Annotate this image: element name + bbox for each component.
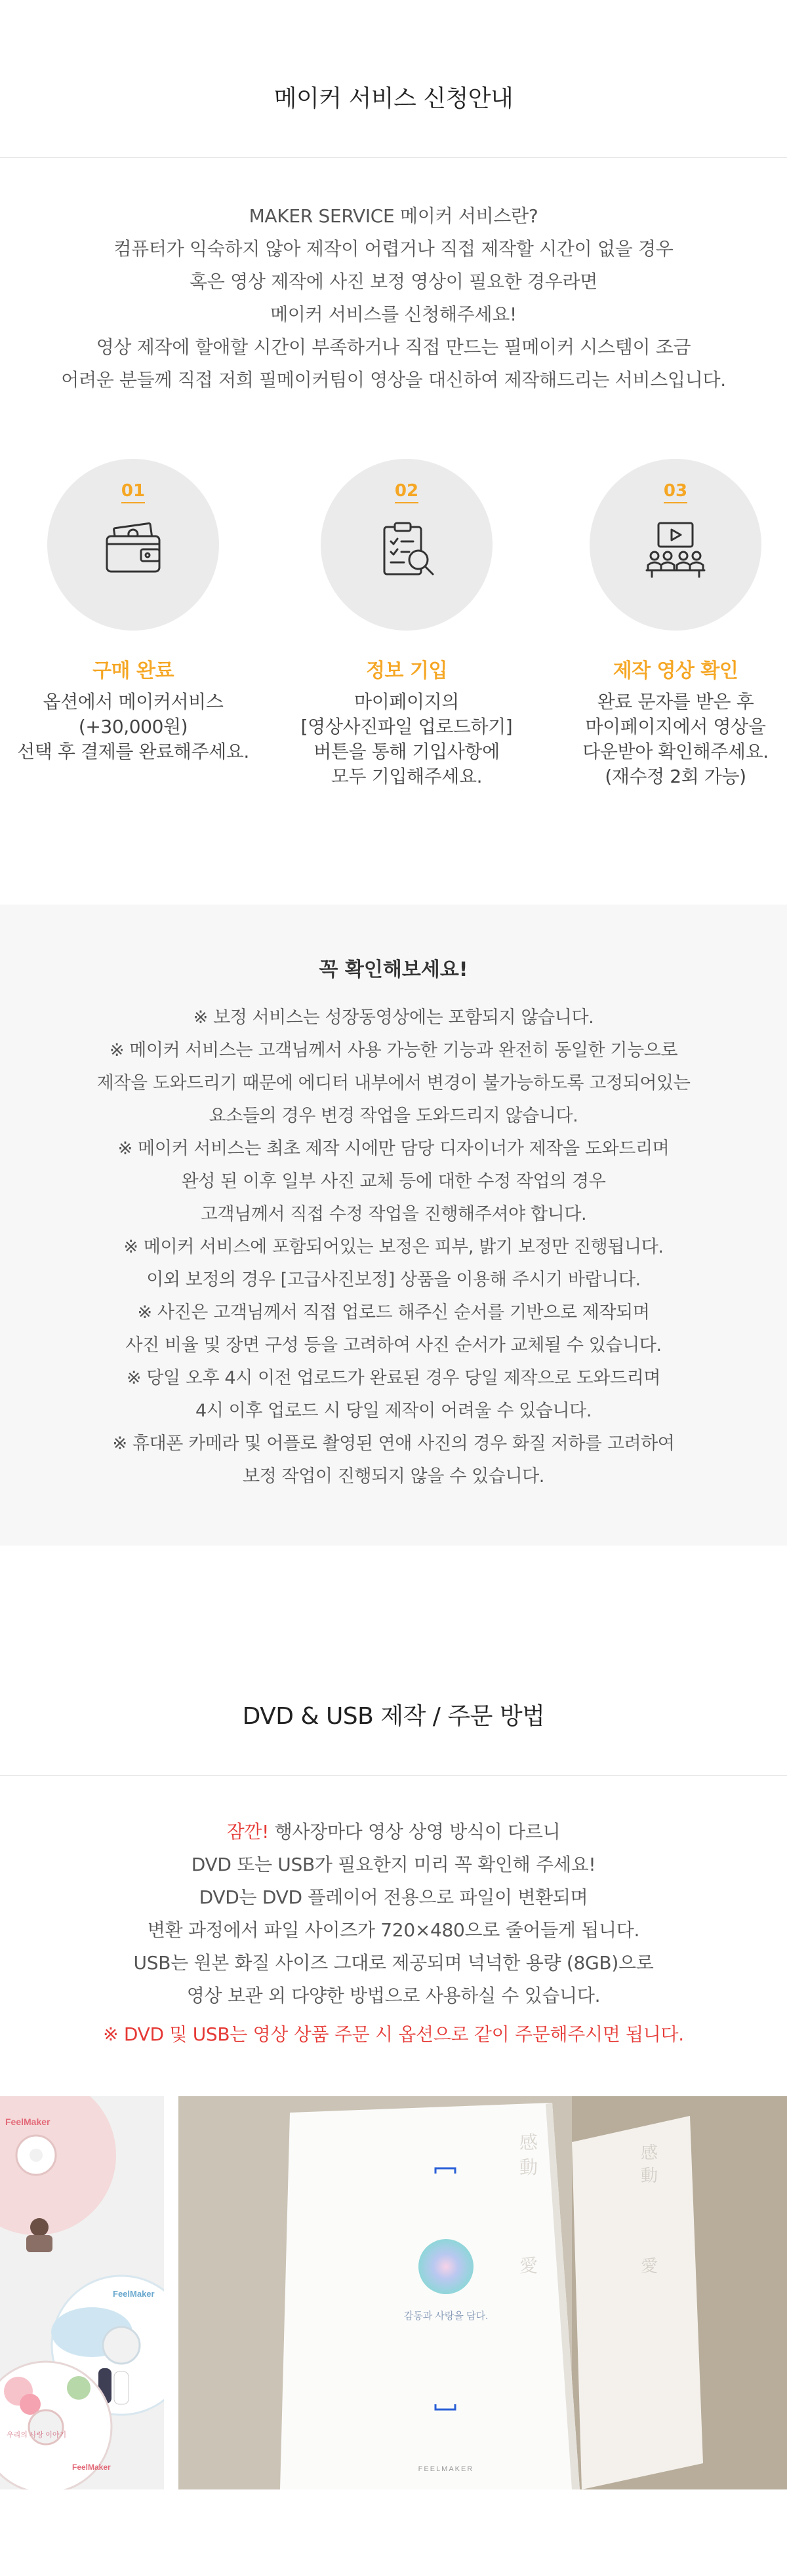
step-desc-line: 마이페이지의: [354, 691, 459, 712]
dvd-line: DVD 또는 USB가 필요한지 미리 꼭 확인해 주세요!: [191, 1854, 596, 1875]
disc-brand-label: FeelMaker: [113, 2289, 155, 2299]
step-desc: [269, 690, 544, 789]
intro-line: MAKER SERVICE 메이커 서비스란?: [249, 205, 538, 227]
notice-body: [0, 1002, 787, 1493]
step-desc-line: 다운받아 확인해주세요.: [582, 741, 769, 762]
step-desc: [538, 690, 787, 789]
highlight-text: 잠깐!: [226, 1821, 270, 1843]
dvd-line: DVD는 DVD 플레이어 전용으로 파일이 변환되며: [199, 1886, 588, 1908]
step-title: 제작 영상 확인: [613, 659, 738, 682]
case-char: 動: [641, 2166, 658, 2186]
step-desc-line: (+30,000원): [78, 716, 188, 737]
case-char: 愛: [519, 2255, 538, 2276]
dvd-disc-photo: [0, 2096, 164, 2489]
dvd-line: 영상 보관 외 다양한 방법으로 사용하실 수 있습니다.: [186, 1985, 601, 2006]
step-desc: [0, 690, 271, 764]
intro-line: 어려운 분들께 직접 저희 필메이커팀이 영상을 대신하여 제작해드리는 서비스입니다.: [61, 369, 726, 391]
case-brand: FEELMAKER: [418, 2465, 474, 2473]
step-desc-line: [영상사진파일 업로드하기]: [300, 716, 513, 737]
title-divider: [0, 157, 787, 158]
step-circle: [590, 459, 761, 631]
step-number: 01: [47, 481, 219, 501]
intro-line: 혹은 영상 제작에 사진 보정 영상이 필요한 경우라면: [190, 271, 597, 292]
disc-illustration: [0, 2096, 164, 2489]
dvd-line: USB는 원본 화질 사이즈 그대로 제공되며 넉넉한 용량 (8GB)으로: [133, 1952, 654, 1974]
step-circle: [321, 459, 493, 631]
step-desc-line: 완료 문자를 받은 후: [597, 691, 754, 712]
disc-brand-label: FeelMaker: [72, 2463, 111, 2472]
notice-line: 완성 된 이후 일부 사진 교체 등에 대한 수정 작업의 경우: [181, 1171, 606, 1192]
step-title: 구매 완료: [92, 659, 174, 682]
video-audience-icon: [643, 517, 708, 582]
intro-line: 영상 제작에 할애할 시간이 부족하거나 직접 만드는 필메이커 시스템이 조금: [96, 336, 691, 358]
notice-title: 꼭 확인해보세요!: [319, 958, 468, 981]
notice-line: ※ 사진은 고객님께서 직접 업로드 해주신 순서를 기반으로 제작되며: [137, 1302, 650, 1323]
clipboard-search-icon: [374, 517, 439, 582]
step-desc-line: 모두 기입해주세요.: [331, 766, 483, 787]
notice-line: ※ 메이커 서비스에 포함되어있는 보정은 피부, 밝기 보정만 진행됩니다.: [123, 1237, 664, 1257]
wallet-icon: [100, 517, 166, 582]
case-tagline: 감동과 사랑을 담다.: [403, 2311, 489, 2322]
notice-line: ※ 당일 오후 4시 이전 업로드가 완료된 경우 당일 제작으로 도와드리며: [126, 1368, 661, 1388]
notice-line: 이외 보정의 경우 [고급사진보정] 상품을 이용해 주시기 바랍니다.: [146, 1270, 641, 1290]
dvd-info: [0, 1816, 787, 2012]
dvd-line: 변환 과정에서 파일 사이즈가 720×480으로 줄어들게 됩니다.: [147, 1919, 640, 1941]
dvd-line: [0, 1816, 787, 1848]
step-purchase: [0, 459, 271, 764]
step-number: 03: [590, 481, 761, 501]
disc-brand-label: FeelMaker: [5, 2117, 50, 2127]
notice-line: ※ 메이커 서비스는 고객님께서 사용 가능한 기능과 완전히 동일한 기능으로: [109, 1040, 678, 1061]
case-char: 動: [519, 2156, 538, 2178]
notice-line: 고객님께서 직접 수정 작업을 진행해주셔야 합니다.: [200, 1204, 587, 1224]
case-char: 感: [519, 2132, 538, 2153]
case-char: 感: [641, 2143, 658, 2163]
step-title: 정보 기입: [366, 659, 447, 682]
dvd-case-illustration: [178, 2096, 787, 2489]
notice-line: ※ 휴대폰 카메라 및 어플로 촬영된 연애 사진의 경우 화질 저하를 고려하여: [112, 1434, 675, 1454]
step-circle: [47, 459, 219, 631]
step-desc-line: (재수정 2회 가능): [605, 766, 746, 787]
notice-line: 4시 이후 업로드 시 당일 제작이 어려울 수 있습니다.: [195, 1401, 592, 1421]
step-confirm: [538, 459, 787, 789]
notice-line: 사진 비율 및 장면 구성 등을 고려하여 사진 순서가 교체될 수 있습니다.: [125, 1335, 662, 1356]
notice-line: 보정 작업이 진행되지 않을 수 있습니다.: [242, 1466, 544, 1487]
step-desc-line: 버튼을 통해 기입사항에: [313, 741, 500, 762]
step-desc-line: 마이페이지에서 영상을: [585, 716, 766, 737]
notice-line: 제작을 도와드리기 때문에 에디터 내부에서 변경이 불가능하도록 고정되어있는: [96, 1073, 691, 1093]
case-char: 愛: [641, 2257, 658, 2276]
intro-line: 메이커 서비스를 신청해주세요!: [270, 303, 517, 325]
notice-box: [0, 905, 787, 1546]
disc-small-text: 우리의 사랑 이야기: [7, 2431, 67, 2439]
step-desc-line: 선택 후 결제를 완료해주세요.: [17, 741, 249, 762]
maker-intro: [0, 200, 787, 397]
order-warning: ※ DVD 및 USB는 영상 상품 주문 시 옵션으로 같이 주문해주시면 됩니다.: [103, 2023, 684, 2045]
intro-line: 컴퓨터가 익숙하지 않아 제작이 어렵거나 직접 제작할 시간이 없을 경우: [113, 238, 674, 260]
dvd-line-text: 행사장마다 영상 상영 방식이 다르니: [269, 1821, 561, 1843]
step-info: [269, 459, 544, 789]
notice-line: ※ 보정 서비스는 성장동영상에는 포함되지 않습니다.: [193, 1007, 594, 1028]
dvd-divider: [0, 1775, 787, 1776]
step-number: 02: [321, 481, 493, 501]
maker-service-title: 메이커 서비스 신청안내: [273, 85, 514, 112]
dvd-usb-title: DVD & USB 제작 / 주문 방법: [242, 1703, 545, 1730]
dvd-case-photo: [178, 2096, 787, 2489]
step-desc-line: 옵션에서 메이커서비스: [43, 691, 224, 712]
notice-line: ※ 메이커 서비스는 최초 제작 시에만 담당 디자이너가 제작을 도와드리며: [117, 1139, 670, 1159]
notice-line: 요소들의 경우 변경 작업을 도와드리지 않습니다.: [209, 1106, 578, 1126]
